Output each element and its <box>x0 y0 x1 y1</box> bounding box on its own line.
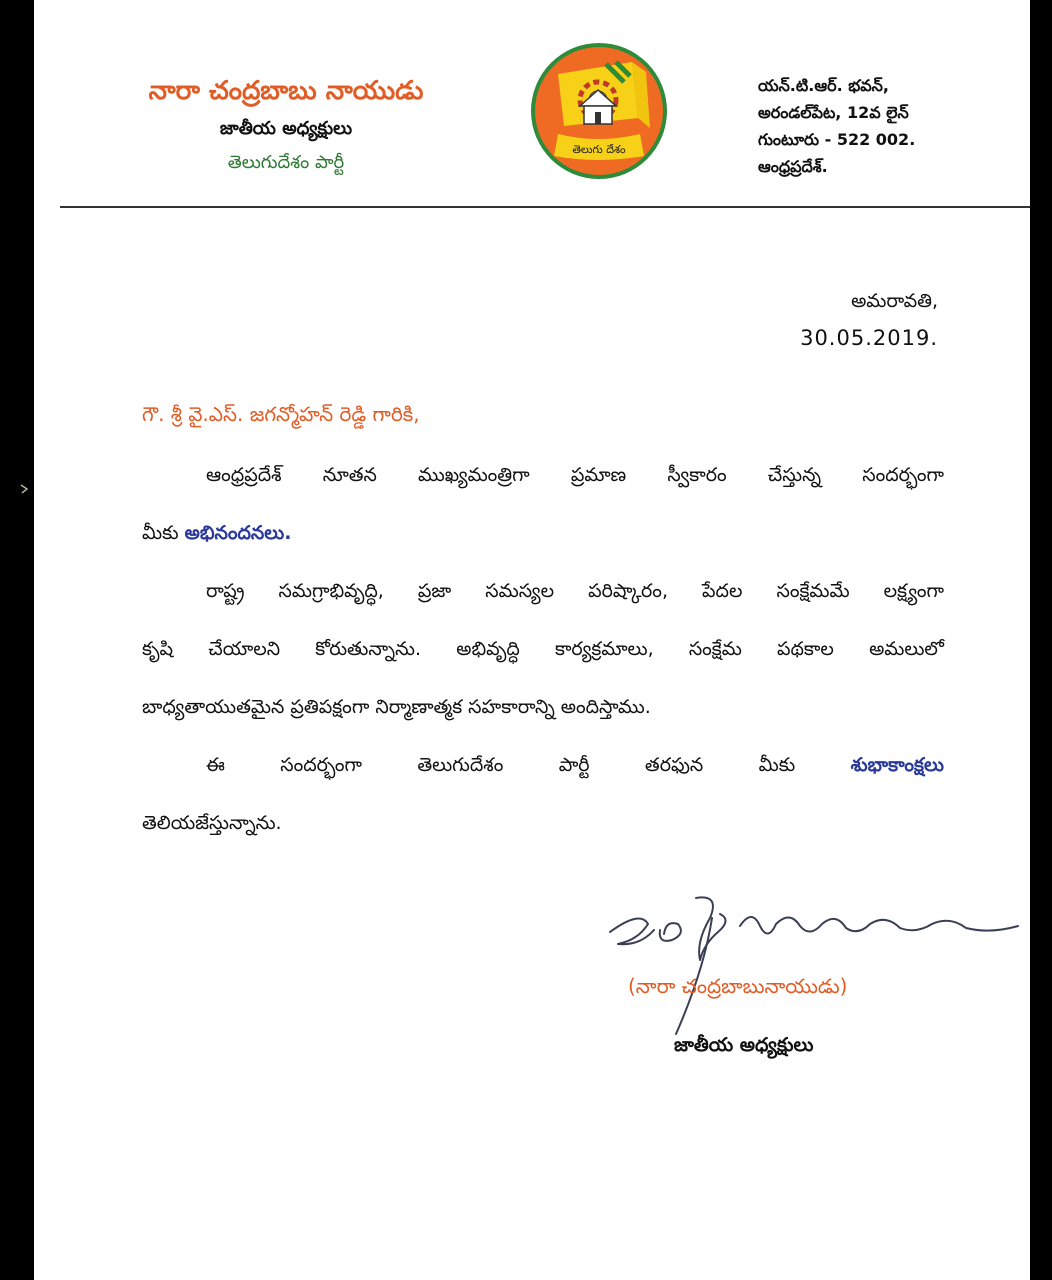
letterhead-page <box>34 0 1030 1280</box>
paragraph-3 <box>142 736 944 852</box>
address-block <box>758 72 915 180</box>
header-divider <box>60 206 1030 208</box>
letter-date: 30.05.2019. <box>800 326 938 350</box>
highlight-text: శుభాకాంక్షలు <box>850 754 944 776</box>
address-line: అరండల్‌పేట, 12వ లైన్ <box>758 103 909 122</box>
party-name: తెలుగుదేశం పార్టీ <box>227 152 345 173</box>
handwritten-signature <box>600 890 1030 1040</box>
highlight-text: అభినందనలు. <box>184 522 292 544</box>
sender-designation: జాతీయ అధ్యక్షులు <box>219 118 353 139</box>
sender-name: నారా చంద్రబాబు నాయుడు <box>148 76 424 106</box>
paragraph-line: కృషి చేయాలని కోరుతున్నాను. అభివృద్ధి కార్యక్రమాలు, సంక్షేమ పథకాల అమలులో <box>142 638 944 660</box>
logo-text: తెలుగు దేశం <box>572 143 626 156</box>
signatory-designation: జాతీయ అధ్యక్షులు <box>674 1034 814 1056</box>
letter-place: అమరావతి, <box>851 290 938 312</box>
paragraph-line: మీకు అభినందనలు. <box>142 522 292 544</box>
salutation: గౌ. శ్రీ వై.ఎస్. జగన్మోహన్ రెడ్డి గారికి, <box>142 402 420 426</box>
paragraph-line: ఈ సందర్భంగా తెలుగుదేశం పార్టీ తరఫున మీకు శుభాకాంక్షలు <box>206 754 944 776</box>
paragraph-line: ఆంధ్రప్రదేశ్ నూతన ముఖ్యమంత్రిగా ప్రమాణ స్వీకారం చేస్తున్న సందర్భంగా <box>206 464 944 486</box>
paragraph-line: బాధ్యతాయుతమైన ప్రతిపక్షంగా నిర్మాణాత్మక సహకారాన్ని అందిస్తాము. <box>142 696 651 718</box>
paragraph-2 <box>142 562 944 736</box>
address-line: ఆంధ్రప్రదేశ్. <box>758 157 828 176</box>
paragraph-line: తెలియజేస్తున్నాను. <box>142 812 282 834</box>
paragraph-1 <box>142 446 944 562</box>
party-logo <box>528 40 670 182</box>
address-line: యన్.టి.ఆర్. భవన్, <box>758 76 889 95</box>
address-line: గుంటూరు - 522 002. <box>758 130 916 149</box>
signatory-name: (నారా చంద్రబాబునాయుడు) <box>628 974 848 998</box>
paragraph-line: రాష్ట్ర సమగ్రాభివృద్ధి, ప్రజా సమస్యల పరిష్కారం, పేదల సంక్షేమమే లక్ష్యంగా <box>206 580 944 602</box>
scan-edge-mark <box>20 484 28 494</box>
